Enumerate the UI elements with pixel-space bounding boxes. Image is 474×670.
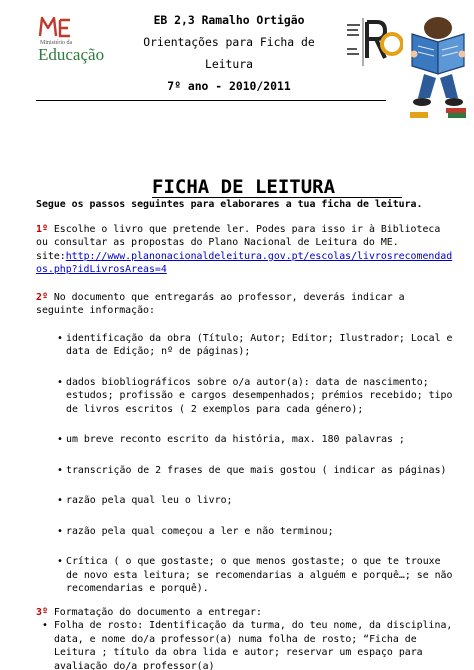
list-item: • transcrição de 2 frases de que mais gostou ( indicar as páginas) bbox=[36, 464, 456, 478]
page-title: FICHA DE LEITURA bbox=[152, 176, 336, 198]
ministry-of-education-logo bbox=[36, 14, 108, 62]
list-item: • razão pela qual leu o livro; bbox=[36, 494, 456, 508]
document-header bbox=[0, 0, 474, 104]
pnl-link[interactable]: http://www.planonacionaldeleitura.gov.pt/escolas/livrosrecomendados.php?idLivrosAreas=4 bbox=[36, 250, 453, 275]
ministry-emblem-icon bbox=[36, 14, 76, 40]
step-3 bbox=[36, 606, 456, 670]
school-logo bbox=[345, 14, 403, 70]
header-divider bbox=[36, 100, 386, 101]
list-item: • dados biobliográficos sobre o/a autor(a): data de nascimento; estudos; profissão e cargos desempenhados; prémios recebido; tipo de livros escritos ( 2 exemplos para cada género); bbox=[36, 376, 456, 417]
step-2 bbox=[36, 291, 456, 596]
step-1-number: 1º bbox=[36, 223, 48, 235]
step-3-text: Formatação do documento a entregar: bbox=[53, 606, 262, 618]
school-name: EB 2,3 Ramalho Ortigão bbox=[153, 13, 305, 27]
ramalho-ortigao-logo-icon bbox=[345, 14, 403, 70]
header-subtitle-line1: Orientações para Ficha de bbox=[143, 35, 315, 49]
step-1-text: Escolhe o livro que pretende ler. Podes para isso ir à Biblioteca ou consultar as propostas do Plano Nacional de Leitura do ME. bbox=[36, 223, 441, 248]
step-1-site-label: site: bbox=[36, 250, 66, 262]
header-title-block bbox=[124, 9, 334, 97]
step-2-number: 2º bbox=[36, 291, 48, 303]
step-3-list bbox=[36, 619, 456, 670]
child-reading-book-icon bbox=[408, 12, 468, 122]
step-2-list bbox=[36, 332, 456, 596]
header-subtitle-line2: Leitura bbox=[204, 57, 253, 71]
ministry-logo-line2: Educação bbox=[38, 45, 105, 64]
school-year: 7º ano - 2010/2011 bbox=[167, 79, 291, 93]
list-item: • Folha de rosto: Identificação da turma, do teu nome, da disciplina, data, e nome do/a professor(a) numa folha de rosto; “Ficha de Leitura ; título da obra lida e autor; reservar um espaço para avaliação do/a professor(a) bbox=[36, 619, 456, 670]
reading-child-image bbox=[408, 12, 468, 122]
step-2-text: No documento que entregarás ao professor, deverás indicar a seguinte informação: bbox=[36, 291, 405, 316]
list-item: • um breve reconto escrito da história, max. 180 palavras ; bbox=[36, 433, 456, 447]
list-item: • Crítica ( o que gostaste; o que menos gostaste; o que te trouxe de novo esta leitura; se recomendarias a alguém e porquê…; se não recomendarias e porquê). bbox=[36, 555, 456, 596]
step-1 bbox=[36, 223, 456, 277]
list-item: • identificação da obra (Título; Autor; Editor; Ilustrador; Local e data de Edição; nº de páginas); bbox=[36, 332, 456, 359]
intro-text: Segue os passos seguintes para elaborares a tua ficha de leitura. bbox=[36, 199, 423, 210]
ministry-logo-line1: Ministério da bbox=[40, 40, 73, 46]
list-item: • razão pela qual começou a ler e não terminou; bbox=[36, 525, 456, 539]
document-body bbox=[36, 198, 456, 670]
step-3-number: 3º bbox=[36, 606, 48, 618]
